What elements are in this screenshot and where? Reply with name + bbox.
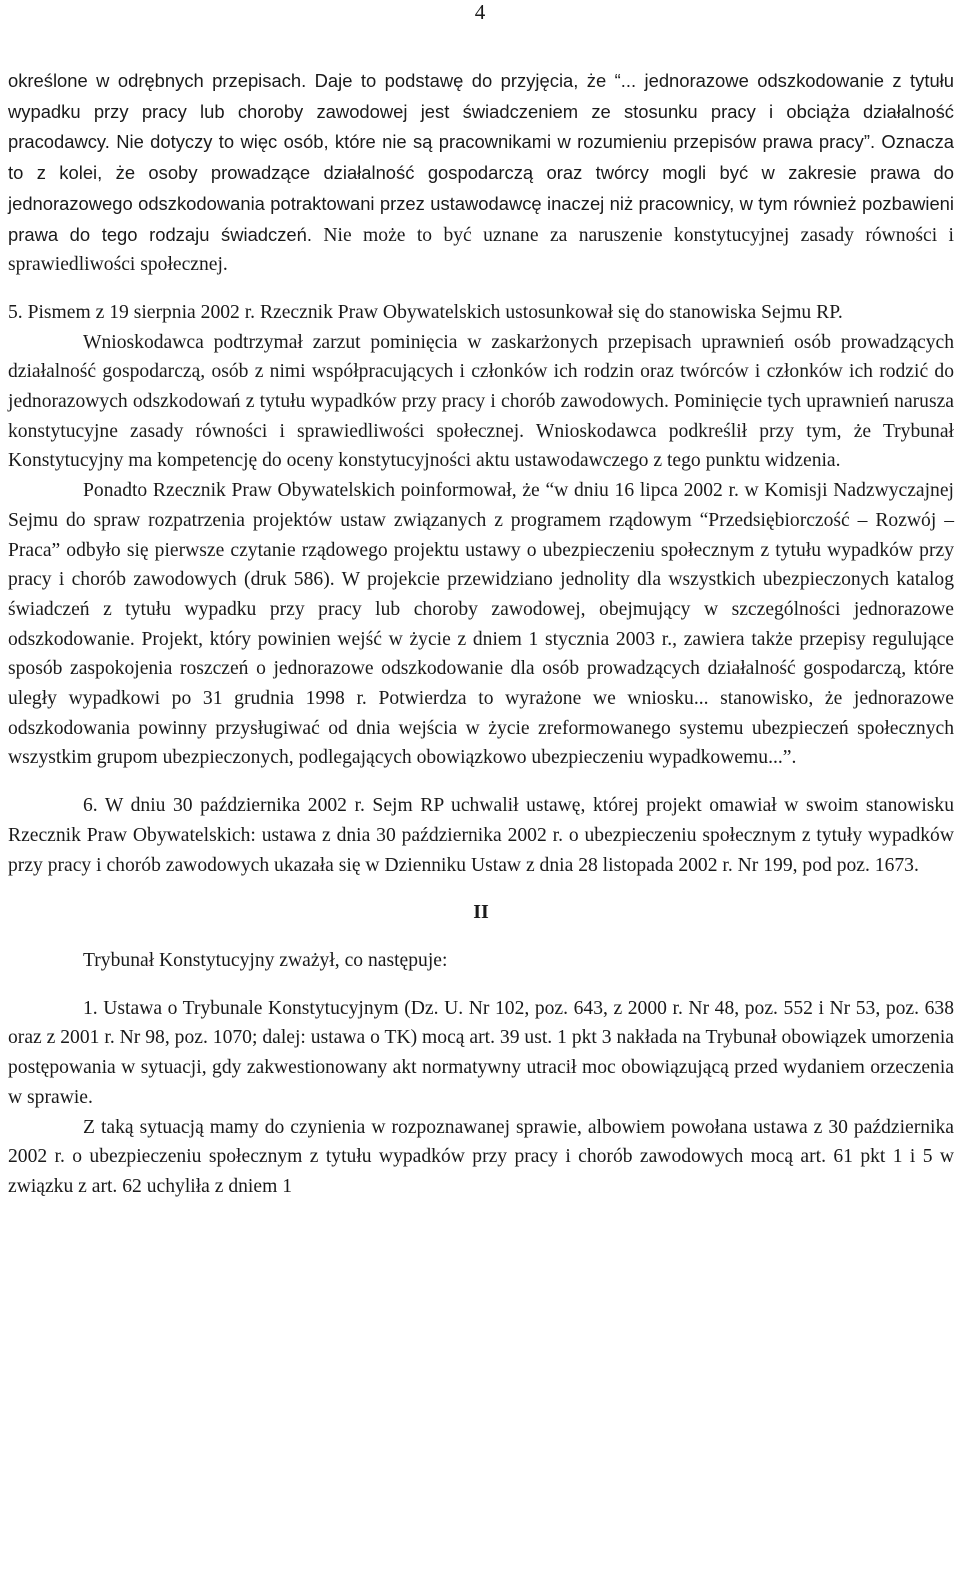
paragraph-point-6: 6. W dniu 30 października 2002 r. Sejm RP uchwalił ustawę, której projekt omawiał w swoim stanowisku Rzecznik Praw Obywatelskich: ustawa z dnia 30 października 2002 r. o ubezpieczeniu społecznym z tytuły wypadków przy pracy i chorób zawodowych ukazała się w Dzienniku Ustaw z dnia 28 listopada 2002 r. Nr 199, pod poz. 1673. [8, 795, 954, 876]
paragraph-continuation [8, 66, 954, 280]
paragraph-tribunal-considered: Trybunał Konstytucyjny zważył, co następuje: [83, 949, 448, 971]
paragraph-continuation-sans: określone w odrębnych przepisach. Daje to podstawę do przyjęcia, że “... jednorazowe odszkodowanie z tytułu wypadku przy pracy lub choroby zawodowej jest świadczeniem ze stosunku pracy i obciąża działalność pracodawcy. Nie dotyczy to więc osób, które nie są pracownikami w rozumieniu przepisów prawa pracy”. Oznacza to z kolei, że osoby prowadzące działalność gospodarczą oraz twórcy mogli być w zakresie prawa do jednorazowego odszkodowania potraktowani przez ustawodawcę inaczej niż pracownicy, w tym również pozbawieni prawa do tego rodzaju świadczeń. [8, 70, 954, 245]
spacer [8, 280, 954, 298]
spacer [8, 928, 954, 946]
paragraph-situation: Z taką sytuacją mamy do czynienia w rozpoznawanej sprawie, albowiem powołana ustawa z 30 października 2002 r. o ubezpieczeniu społecznym z tytułu wypadków przy pracy i chorób zawodowych mocą art. 61 pkt 1 i 5 w związku z art. 62 uchyliła z dniem 1 [8, 1116, 954, 1197]
section-heading: II [473, 901, 489, 924]
paragraph-ombudsman: Ponadto Rzecznik Praw Obywatelskich poinformował, że “w dniu 16 lipca 2002 r. w Komisji Nadzwyczajnej Sejmu do spraw rozpatrzenia projektów ustaw związanych z programem rządowym “Przedsiębiorczość – Rozwój – Praca” odbyło się pierwsze czytanie rządowego projektu ustawy o ubezpieczeniu społecznym z tytułu wypadków przy pracy i chorób zawodowych (druk 586). W projekcie przewidziano jednolity dla wszystkich ubezpieczonych katalog świadczeń z tytułu wypadku przy pracy lub choroby zawodowej, obejmujący w szczególności jednorazowe odszkodowanie. Projekt, który powinien wejść w życie z dniem 1 stycznia 2003 r., zawiera także przepisy regulujące sposób zaspokojenia roszczeń o jednorazowe odszkodowanie dla osób prowadzących działalność gospodarczą, które uległy wypadkowi po 31 grudnia 1998 r. Potwierdza to wyrażone we wniosku... stanowisko, że jednorazowe odszkodowania powinny przysługiwać od dnia wejścia w życie zreformowanego systemu ubezpieczeń społecznych wszystkim grupom ubezpieczonych, podlegających obowiązkowo ubezpieczeniu wypadkowemu...”. [8, 480, 954, 769]
spacer [8, 880, 954, 898]
paragraph-continuation-serif: Nie może to być uznane za naruszenie konstytucyjnej zasady równości i sprawiedliwości społecznej. [8, 224, 954, 276]
paragraph-point-1: 1. Ustawa o Trybunale Konstytucyjnym (Dz. U. Nr 102, poz. 643, z 2000 r. Nr 48, poz. 552 i Nr 53, poz. 638 oraz z 2001 r. Nr 98, poz. 1070; dalej: ustawa o TK) mocą art. 39 ust. 1 pkt 3 nakłada na Trybunał obowiązek umorzenia postępowania w sytuacji, gdy zakwestionowany akt normatywny utracił moc obowiązującą przed wydaniem orzeczenia w sprawie. [8, 997, 954, 1108]
paragraph-point-5: 5. Pismem z 19 sierpnia 2002 r. Rzecznik Praw Obywatelskich ustosunkował się do stanowiska Sejmu RP. [8, 301, 843, 323]
spacer [8, 976, 954, 994]
paragraph-applicant: Wnioskodawca podtrzymał zarzut pominięcia w zaskarżonych przepisach uprawnień osób prowadzących działalność gospodarczą, osób z nimi współpracujących i członków ich rodzin oraz twórców i członków ich rodzić do jednorazowych odszkodowań z tytułu wypadków przy pracy i chorób zawodowych. Pominięcie tych uprawnień narusza konstytucyjne zasady równości i sprawiedliwości społecznej. Wnioskodawca podkreślił przy tym, że Trybunał Konstytucyjny ma kompetencję do oceny konstytucyjności aktu ustawodawczego z tego punktu widzenia. [8, 331, 954, 472]
spacer [8, 773, 954, 791]
document-body [8, 66, 954, 1202]
page-number: 4 [474, 0, 486, 24]
